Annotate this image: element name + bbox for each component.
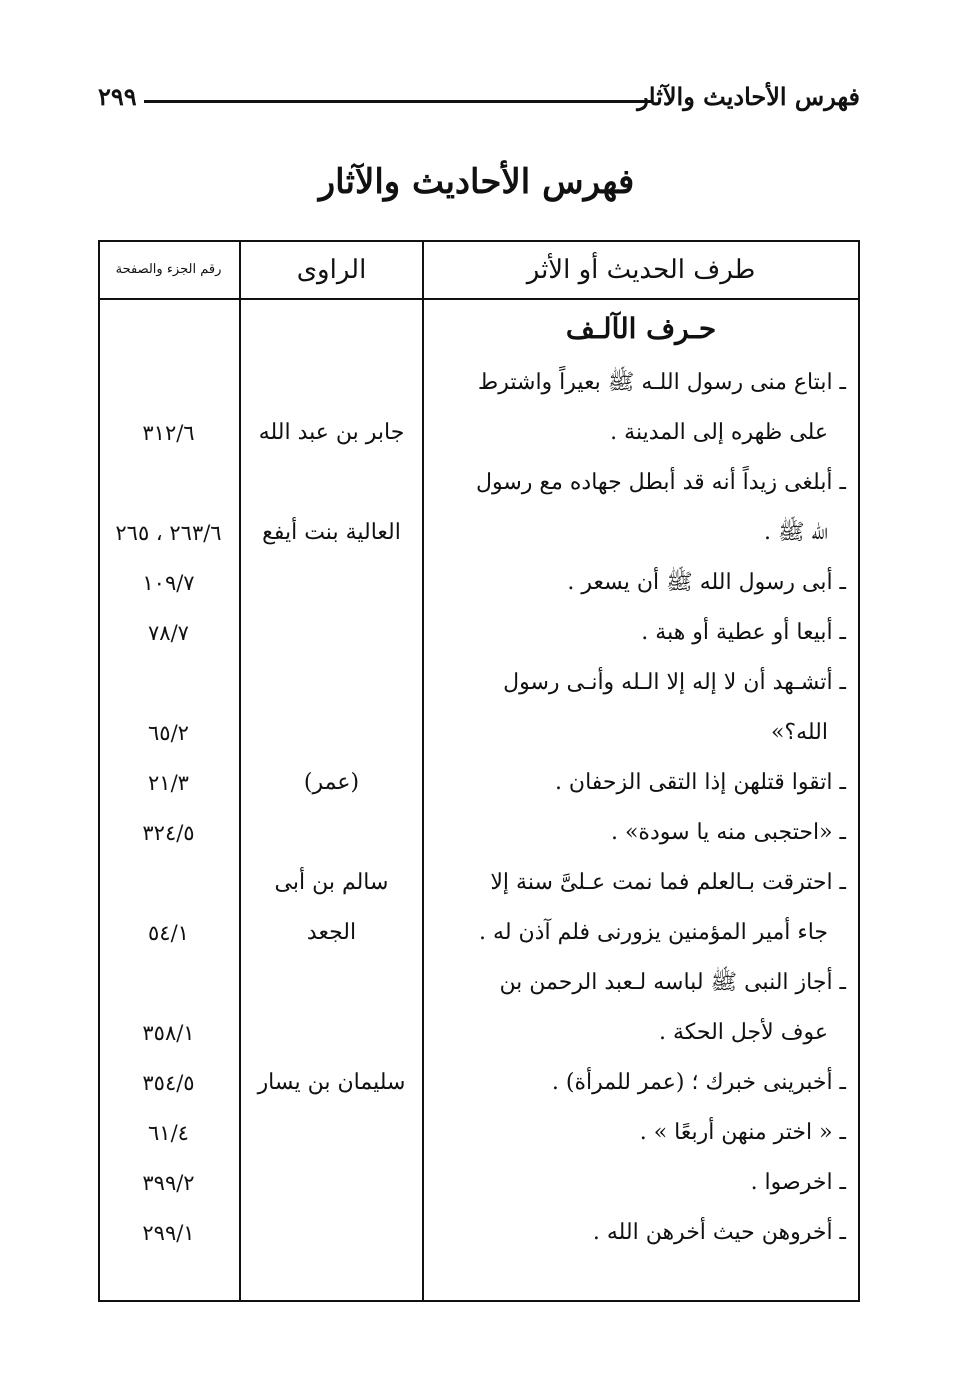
volume-page-ref: ٧٨/٧: [148, 621, 189, 645]
volume-page-ref: ٣٥٤/٥: [142, 1071, 195, 1095]
header-rule: [144, 100, 652, 103]
hadith-line: جاء أمير المؤمنين يزورنى فلم آذن له .: [479, 920, 828, 945]
volume-page-ref: ٢١/٣: [148, 771, 189, 795]
narrator-name: جابر بن عبد الله: [258, 420, 405, 445]
hadith-index-table: [98, 240, 860, 1302]
hadith-line: عوف لأجل الحكة .: [658, 1020, 828, 1045]
column-divider: [422, 242, 424, 1300]
hadith-line: ـ أخروهن حيث أخرهن الله .: [592, 1220, 846, 1245]
hadith-line: ـ ابتاع منى رسول اللـه ﷺ بعيراً واشترط: [477, 370, 846, 395]
running-header: [98, 80, 860, 120]
column-header-hadith: طرف الحديث أو الأثر: [526, 255, 756, 285]
narrator-name: الجعد: [306, 920, 357, 945]
hadith-line: ـ « اختر منهن أربعًا » .: [639, 1120, 846, 1145]
hadith-line: ـ أبلغى زيداً أنه قد أبطل جهاده مع رسول: [476, 470, 846, 495]
column-header-reference: رقم الجزء والصفحة: [115, 262, 222, 277]
volume-page-ref: ٢٦٣/٦ ، ٢٦٥: [115, 521, 222, 545]
volume-page-ref: ٦٥/٢: [148, 721, 189, 745]
narrator-name: سالم بن أبى: [274, 870, 389, 895]
hadith-line: ـ اتقوا قتلهن إذا التقى الزحفان .: [554, 770, 846, 795]
narrator-name: العالية بنت أيفع: [262, 520, 401, 545]
hadith-line: ـ اخرصوا .: [750, 1170, 846, 1195]
section-heading: حـرف الآلـف: [565, 312, 717, 345]
hadith-line: على ظهره إلى المدينة .: [610, 420, 828, 445]
narrator-name: سليمان بن يسار: [257, 1070, 406, 1095]
volume-page-ref: ٥٤/١: [148, 921, 189, 945]
volume-page-ref: ٣٢٤/٥: [142, 821, 195, 845]
header-divider: [100, 298, 858, 300]
hadith-line: ـ احترقت بـالعلم فما نمت عـلىَّ سنة إلا: [490, 870, 846, 895]
volume-page-ref: ٢٩٩/١: [142, 1221, 195, 1245]
volume-page-ref: ٦١/٤: [148, 1121, 189, 1145]
volume-page-ref: ٣١٢/٦: [142, 421, 195, 445]
hadith-line: ـ أبيعا أو عطية أو هبة .: [641, 620, 846, 645]
hadith-line: ـ أجاز النبى ﷺ لباسه لـعبد الرحمن بن: [499, 970, 846, 995]
running-header-title: فهرس الأحاديث والآثار: [637, 82, 860, 111]
hadith-line: ـ أبى رسول الله ﷺ أن يسعر .: [567, 570, 846, 595]
hadith-line: الله ﷺ .: [764, 520, 828, 545]
narrator-name: (عمر): [303, 770, 360, 795]
page-title: فهرس الأحاديث والآثار: [318, 162, 635, 202]
volume-page-ref: ٣٩٩/٢: [142, 1171, 195, 1195]
hadith-line: ـ «احتجبى منه يا سودة» .: [610, 820, 846, 845]
page-number: ٢٩٩: [98, 82, 137, 111]
volume-page-ref: ٣٥٨/١: [142, 1021, 195, 1045]
volume-page-ref: ١٠٩/٧: [142, 571, 195, 595]
hadith-line: الله؟»: [770, 720, 828, 745]
hadith-line: ـ أخبرينى خبرك ؛ (عمر للمرأة) .: [551, 1070, 846, 1095]
hadith-line: ـ أتشـهد أن لا إله إلا الـله وأنـى رسول: [503, 670, 846, 695]
column-header-narrator: الراوى: [296, 255, 367, 285]
